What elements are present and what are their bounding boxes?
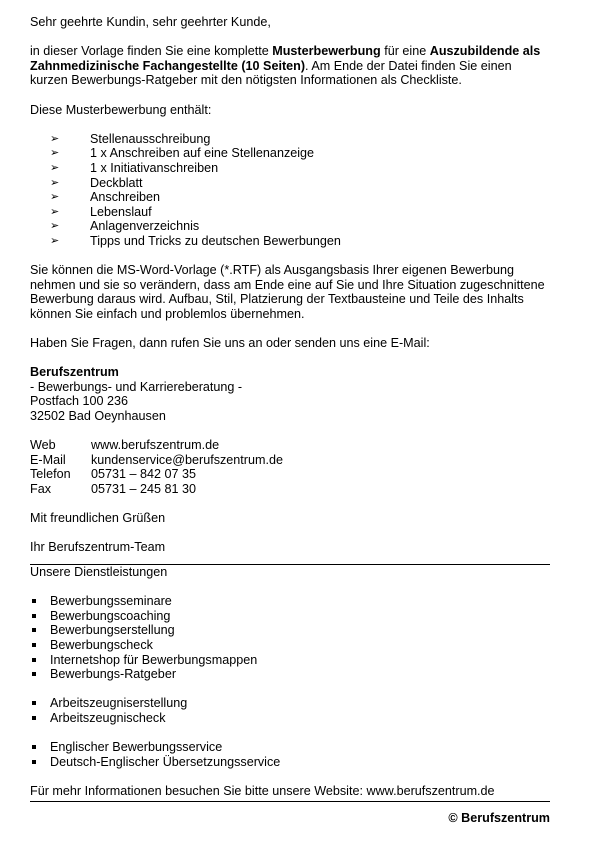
contact-label: E-Mail <box>30 452 66 467</box>
list-item: ➢ 1 x Initiativanschreiben <box>50 160 219 175</box>
list-item: Englischer Bewerbungsservice <box>30 740 550 755</box>
list-item: ➢ Lebenslauf <box>50 204 152 219</box>
list-item: ➢ Anlagenverzeichnis <box>50 219 200 234</box>
contact-row-email <box>30 453 550 468</box>
list-item: ➢ Deckblatt <box>50 175 143 190</box>
contact-value-web: www.berufszentrum.de <box>91 438 220 453</box>
salutation: Sehr geehrte Kundin, sehr geehrter Kunde, <box>30 15 271 29</box>
divider-bottom <box>30 801 550 802</box>
intro-text-1: in dieser Vorlage finden Sie eine komplette <box>30 44 273 59</box>
contact-row-phone <box>30 467 550 482</box>
square-bullet-icon <box>32 643 36 647</box>
arrow-bullet-icon: ➢ <box>50 205 60 218</box>
contact-value-phone: 05731 – 842 07 35 <box>91 467 197 482</box>
contact-details <box>30 438 550 496</box>
services-list-english <box>30 740 550 769</box>
company-tagline: - Bewerbungs- und Karriereberatung - <box>30 379 243 394</box>
contents-heading: Diese Musterbewerbung enthält: <box>30 102 212 117</box>
list-item: Bewerbungserstellung <box>30 623 550 638</box>
company-address <box>30 365 550 423</box>
list-item: ➢ Stellenausschreibung <box>50 131 211 146</box>
contact-value-fax: 05731 – 245 81 30 <box>91 482 197 496</box>
list-item: Bewerbungs-Ratgeber <box>30 667 550 682</box>
copyright-notice: © Berufszentrum <box>448 811 550 826</box>
list-item: Deutsch-Englischer Übersetzungsservice <box>30 755 550 770</box>
company-name: Berufszentrum <box>30 365 119 380</box>
contact-label: Telefon <box>30 467 71 482</box>
services-heading: Unsere Dienstleistungen <box>30 564 168 579</box>
list-item: Bewerbungscheck <box>30 638 550 653</box>
list-item: Bewerbungsseminare <box>30 594 550 609</box>
contact-label: Web <box>30 438 56 453</box>
intro-bold-musterbewerbung: Musterbewerbung <box>272 44 381 59</box>
arrow-bullet-icon: ➢ <box>50 132 60 145</box>
arrow-bullet-icon: ➢ <box>50 161 60 174</box>
document-page <box>30 15 550 826</box>
intro-paragraph <box>30 44 550 88</box>
intro-bold-position: Auszubildende als Zahnmedizinische Fachangestellte (10 Seiten) <box>30 44 541 73</box>
arrow-bullet-icon: ➢ <box>50 234 60 247</box>
list-item: ➢ 1 x Anschreiben auf eine Stellenanzeige <box>50 146 315 161</box>
list-item: ➢ Tipps und Tricks zu deutschen Bewerbungen <box>50 233 341 248</box>
list-item: Internetshop für Bewerbungsmappen <box>30 653 550 668</box>
more-info-text: Für mehr Informationen besuchen Sie bitte unsere Website: www.berufszentrum.de <box>30 783 495 798</box>
contents-list <box>30 132 550 249</box>
contact-label: Fax <box>30 482 51 496</box>
closing-greeting: Mit freundlichen Grüßen <box>30 511 166 526</box>
list-item: Arbeitszeugniserstellung <box>30 696 550 711</box>
arrow-bullet-icon: ➢ <box>50 191 60 204</box>
list-item: ➢ Anschreiben <box>50 190 161 205</box>
square-bullet-icon <box>32 701 36 705</box>
list-item: Arbeitszeugnischeck <box>30 711 550 726</box>
square-bullet-icon <box>32 614 36 618</box>
arrow-bullet-icon: ➢ <box>50 220 60 233</box>
signature-team: Ihr Berufszentrum-Team <box>30 540 166 555</box>
square-bullet-icon <box>32 628 36 632</box>
arrow-bullet-icon: ➢ <box>50 147 60 160</box>
questions-paragraph: Haben Sie Fragen, dann rufen Sie uns an oder senden uns eine E-Mail: <box>30 336 430 351</box>
arrow-bullet-icon: ➢ <box>50 176 60 189</box>
square-bullet-icon <box>32 658 36 662</box>
company-postbox: Postfach 100 236 <box>30 394 129 409</box>
intro-text-2: für eine <box>380 44 430 59</box>
square-bullet-icon <box>32 745 36 749</box>
square-bullet-icon <box>32 760 36 764</box>
intro-text-3: . Am Ende der Datei finden Sie einen kurzen Bewerbungs-Ratgeber mit den nötigsten Informationen als Checkliste. <box>30 58 512 88</box>
square-bullet-icon <box>32 599 36 603</box>
square-bullet-icon <box>32 716 36 720</box>
usage-paragraph: Sie können die MS-Word-Vorlage (*.RTF) als Ausgangsbasis Ihrer eigenen Bewerbung nehmen und sie so verändern, dass am Ende eine auf Sie und Ihre Situation zugeschnittene Bewerbung daraus wird. Aufbau, Stil, Platzierung der Textbausteine und Teile des Inhalts können Sie einfach und problemlos übernehmen. <box>30 263 545 321</box>
services-list-references <box>30 696 550 725</box>
contact-row-fax <box>30 482 550 497</box>
services-list-application <box>30 594 550 682</box>
list-item: Bewerbungscoaching <box>30 609 550 624</box>
contact-row-web <box>30 438 550 453</box>
company-city: 32502 Bad Oeynhausen <box>30 409 166 424</box>
contact-value-email: kundenservice@berufszentrum.de <box>91 452 283 467</box>
square-bullet-icon <box>32 672 36 676</box>
